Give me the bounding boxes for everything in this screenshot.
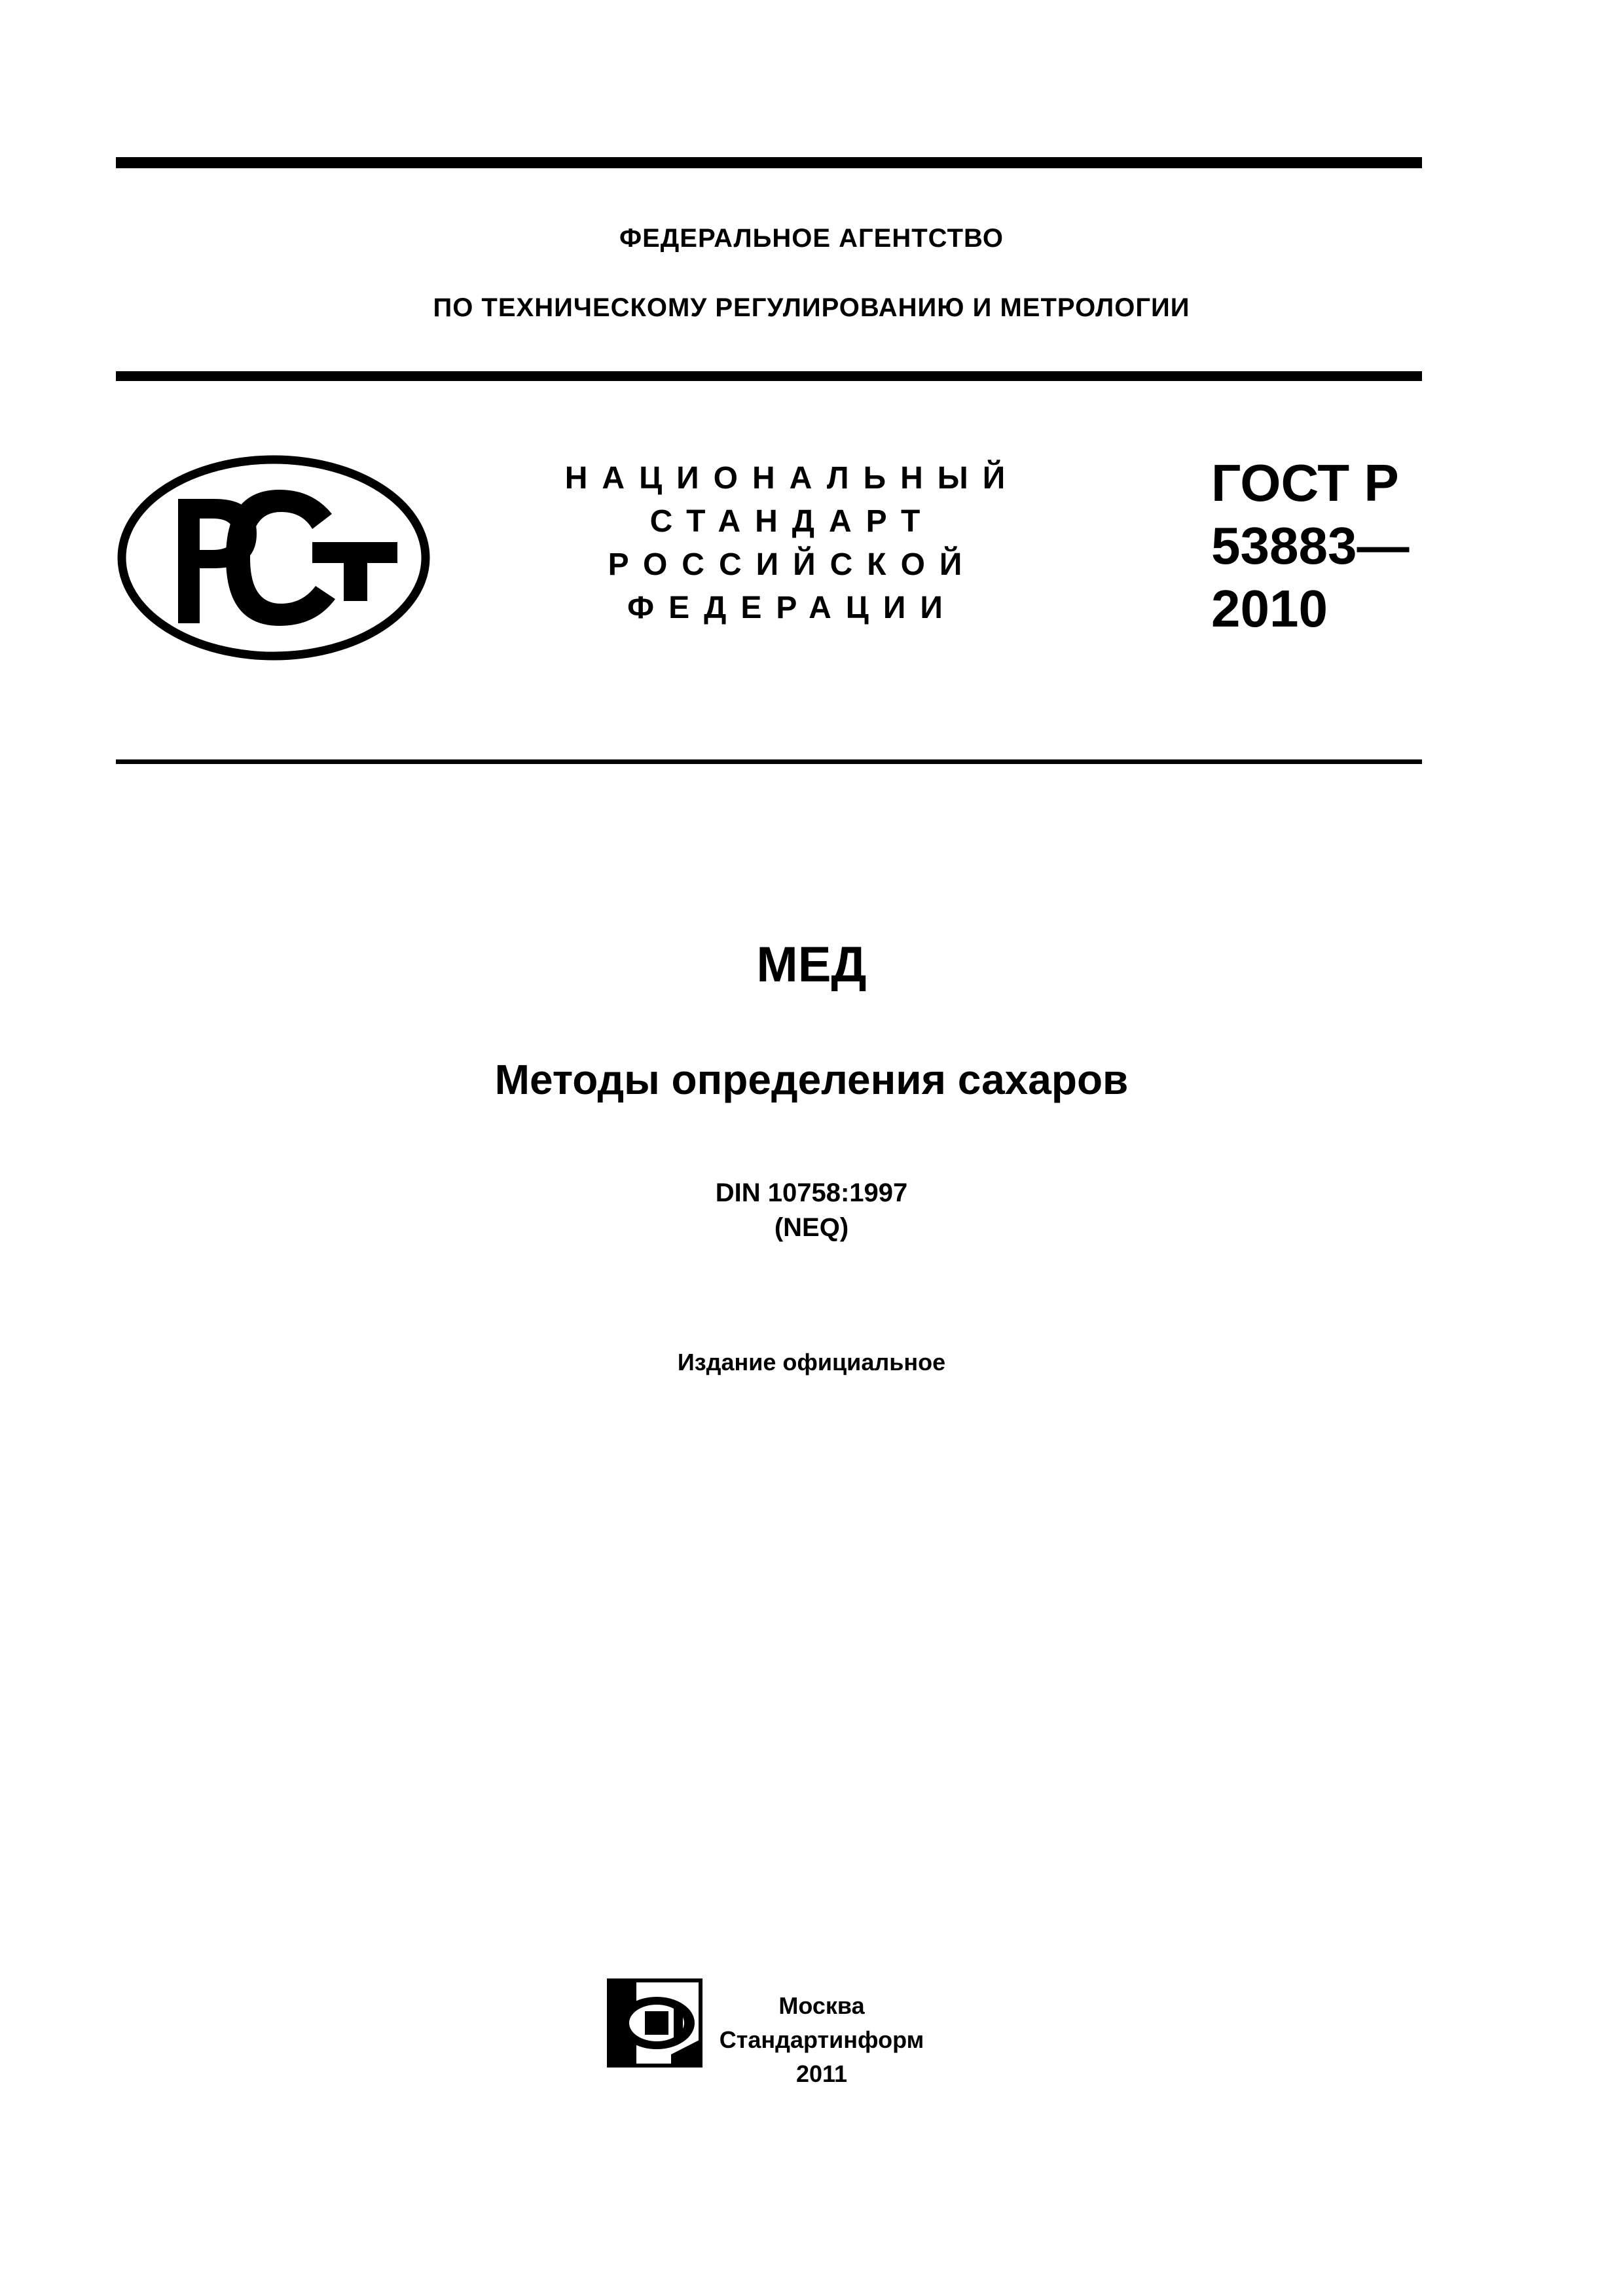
document-subtitle: Методы определения сахаров: [494, 1056, 1129, 1103]
edition-label: Издание официальное: [677, 1349, 946, 1376]
gost-designation: [1211, 452, 1409, 640]
top-rule: [116, 157, 1422, 168]
national-line-1: НАЦИОНАЛЬНЫЙ: [564, 461, 1020, 496]
publisher-city: Москва: [778, 1992, 865, 2019]
agency-line-1: ФЕДЕРАЛЬНОЕ АГЕНТСТВО: [619, 224, 1004, 253]
gost-line-3: 2010: [1211, 579, 1328, 638]
gost-line-1: ГОСТ Р: [1211, 454, 1399, 512]
block-bottom-rule: [116, 759, 1422, 764]
publisher-name: Стандартинформ: [719, 2026, 924, 2053]
publisher-year: 2011: [795, 2060, 848, 2087]
reference-standard: DIN 10758:1997: [715, 1178, 908, 1207]
gost-line-2: 53883—: [1211, 517, 1410, 575]
header-bottom-rule: [116, 371, 1422, 381]
standartinform-logo-icon: [606, 1977, 704, 2069]
national-line-4: ФЕДЕРАЦИИ: [627, 591, 957, 625]
document-title: МЕД: [756, 937, 867, 993]
national-line-2: СТАНДАРТ: [649, 504, 935, 539]
publisher-info: [710, 1989, 933, 2091]
reference-equivalence: (NEQ): [774, 1213, 849, 1242]
national-standard-label: [563, 457, 1021, 630]
agency-line-2: ПО ТЕХНИЧЕСКОМУ РЕГУЛИРОВАНИЮ И МЕТРОЛОГИИ: [433, 293, 1190, 322]
rst-certification-mark-icon: [116, 452, 431, 665]
national-line-3: РОССИЙСКОЙ: [608, 547, 977, 582]
